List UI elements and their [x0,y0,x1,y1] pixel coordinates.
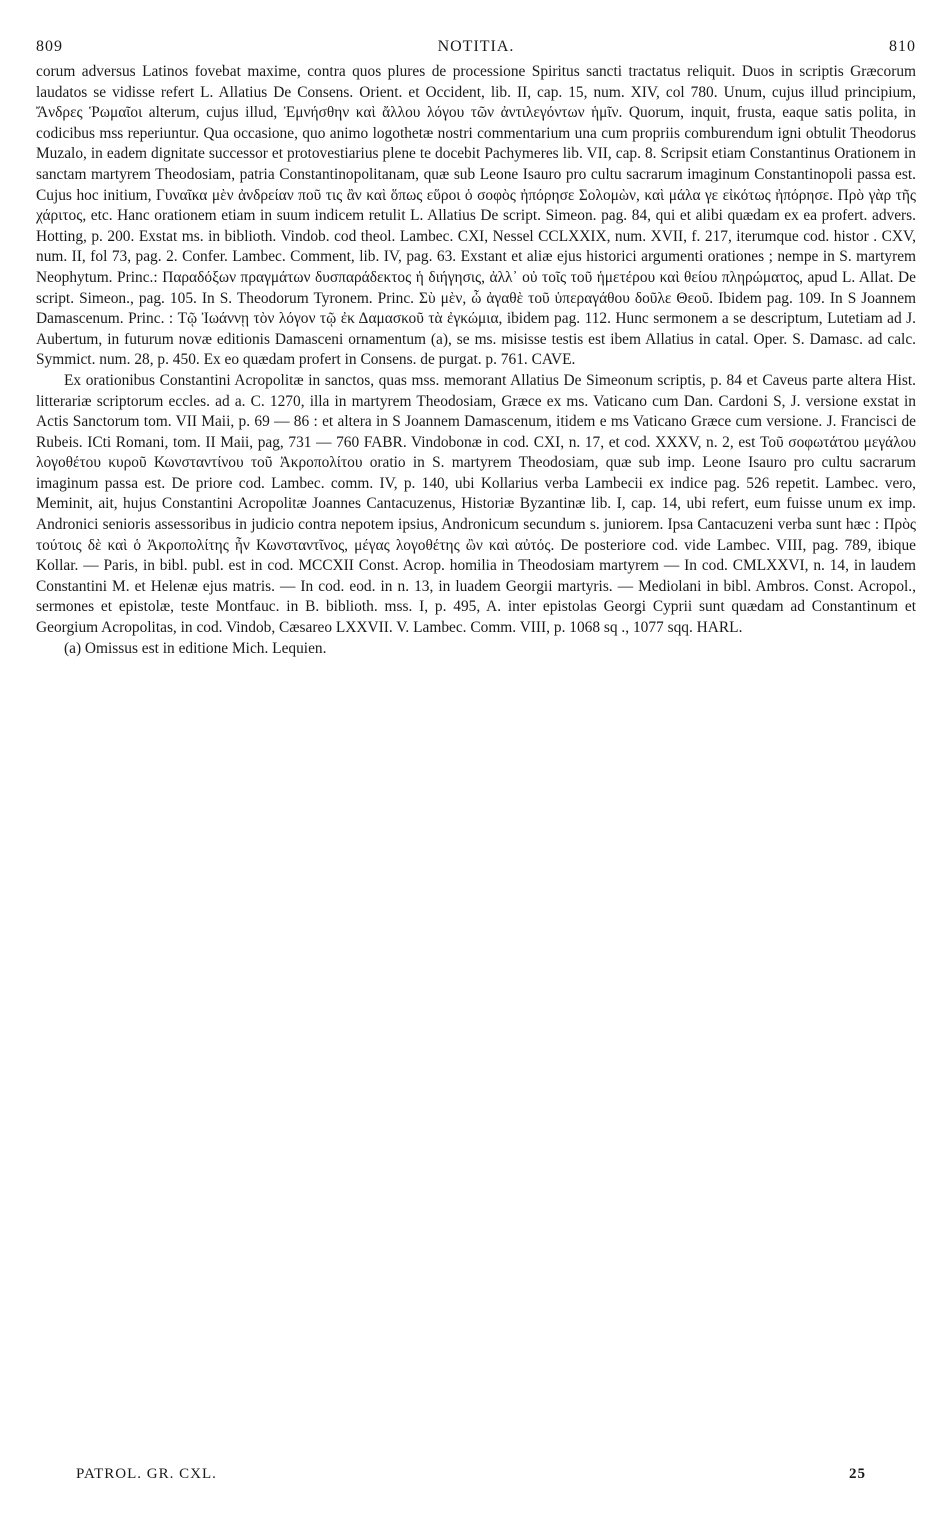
footer-sheet-number: 25 [849,1466,866,1482]
running-title: NOTITIA. [437,38,515,55]
paragraph-acropolitae: Ex orationibus Constantini Acropolitæ in sanctos, quas mss. memorant Allatius De Simeonum scriptis, p. 84 et Caveus parte altera Hist. litterariæ scriptorum eccles. ad a. C. 1270, illa in martyrem Theodosiam, Græce ex ms. Vaticano cum Dan. Cardoni S, J. versione exstat in Actis Sanctorum tom. VII Maii, p. 69 — 86 : et altera in S Joannem Damascenum, itidem e ms Vaticano Græce cum versione. J. Francisci de Rubeis. ICti Romani, tom. II Maii, pag, 731 — 760 FABR. Vindobonæ in cod. CXI, n. 17, et cod. XXXV, n. 2, est Τοῦ σοφωτάτου μεγάλου λογοθέτου κυροῦ Κωνσταντίνου τοῦ Ἀκροπολίτου oratio in S. martyrem Theodosiam, quæ sub imp. Leone Isauro pro cultu sacrarum imaginum passa est. De priore cod. Lambec. comm. IV, p. 140, ubi Kollarius verba Lambecii ex indice pag. 526 repetit. Lambec. vero, Meminit, ait, hujus Constantini Acropolitæ Joannes Cantacuzenus, Historiæ Byzantinæ lib. I, cap. 14, ubi refert, eum fuisse unum ex imp. Andronici senioris assessoribus in judicio contra nepotem ipsius, Andronicum secundum s. juniorem. Ipsa Cantacuzeni verba sunt hæc : Πρὸς τούτοις δὲ καὶ ὁ Ἀκροπολίτης ἦν Κωνσταντῖνος, μέγας λογοθέτης ὢν καὶ αὐτός. De posteriore cod. vide Lambec. VIII, pag. 789, ibique Kollar. — Paris, in bibl. publ. est in cod. MCCXII Const. Acrop. homilia in Theodosiam martyrem — In cod. CMLXXVI, n. 14, in laudem Constantini M. et Helenæ ejus matris. — In cod. eod. in n. 13, in luadem Georgii martyris. — Mediolani in bibl. Ambros. Const. Acropol., sermones et epistolæ, teste Montfauc. in B. biblioth. mss. I, p. 495, A. inter epistolas Georgi Cyprii sunt quædam ad Constantinum et Georgium Acropolitas, in cod. Vindob, Cæsareo LXXVII. V. Lambec. Comm. VIII, p. 1068 sq ., 1077 sqq. HARL. [36,371,916,637]
right-page-number: 810 [889,38,916,55]
page [36,30,916,659]
running-header [36,30,916,54]
footnote-a: (a) Omissus est in editione Mich. Lequien. [64,639,327,657]
footer-signature: PATROL. GR. CXL. [76,1466,217,1482]
body-text [36,62,916,659]
left-page-number: 809 [36,38,63,55]
page-footer [76,1466,866,1483]
paragraph-continuation: corum adversus Latinos fovebat maxime, contra quos plures de processione Spiritus sancti tractatus reliquit. Duos in scriptis Græcorum laudatos se vidisse refert L. Allatius De Consens. Orient. et Occident, lib. II, cap. 15, num. XIV, col 780. Unum, cujus illud principium, Ἄνδρες Ῥωμαῖοι alterum, cujus illud, Ἐμνήσθην καὶ ἄλλου λόγου τῶν ἀντιλεγόντων ἡμῖν. Quorum, inquit, frusta, eaque satis polita, in codicibus mss reperiuntur. Qua occasione, quo animo logothetæ nostri commentarium una cum propriis comburendum igni obtulit Theodorus Muzalo, in eadem dignitate successor et protovestiarius plene te docebit Pachymeres lib. VII, cap. 8. Scripsit etiam Constantinus Orationem in sanctam martyrem Theodosiam, patria Constantinopolitanam, quæ sub Leone Isauro pro cultu sacrarum imaginum Constantinopoli passa est. Cujus hoc initium, Γυναῖκα μὲν ἀνδρείαν ποῦ τις ἂν καὶ ὅπως εὕροι ὁ σοφὸς ἠπόρησε Σολομὼν, καὶ μάλα γε εἰκότως ἠπόρησε. Πρὸ γὰρ τῆς χάριτος, etc. Hanc orationem etiam in suum indicem retulit L. Allatius De script. Simeon. pag. 84, qui et alibi quædam ex ea profert. advers. Hotting, p. 200. Exstat ms. in biblioth. Vindob. cod theol. Lambec. CXI, Nessel CCLXXIX, num. XVII, f. 217, iterumque cod. histor . CXV, num. II, fol 73, pag. 2. Confer. Lambec. Comment, lib. IV, pag. 63. Exstant et aliæ ejus historici argumenti orationes ; nempe in S. martyrem Neophytum. Princ.: Παραδόξων πραγμάτων δυσπαράδεκτος ἡ διήγησις, ἀλλ᾽ οὐ τοῖς τοῦ ἡμετέρου καὶ θείου πληρώματος, apud L. Allat. De script. Simeon., pag. 105. In S. Theodorum Tyronem. Princ. Σὺ μὲν, ὦ ἀγαθὲ τοῦ ὑπεραγάθου δοῦλε Θεοῦ. Ibidem pag. 109. In S Joannem Damascenum. Princ. : Τῷ Ἰωάννῃ τὸν λόγον τῷ ἐκ Δαμασκοῦ τὰ ἐγκώμια, ibidem pag. 112. Hunc sermonem a se descriptum, Lutetiam ad J. Aubertum, in futurum novæ editionis Damasceni ornamentum (a), se ms. misisse testis est ibem Allatius in catal. Oper. S. Damasc. ad calc. Symmict. num. 28, p. 450. Ex eo quædam profert in Consens. de purgat. p. 761. CAVE. [36,63,916,369]
